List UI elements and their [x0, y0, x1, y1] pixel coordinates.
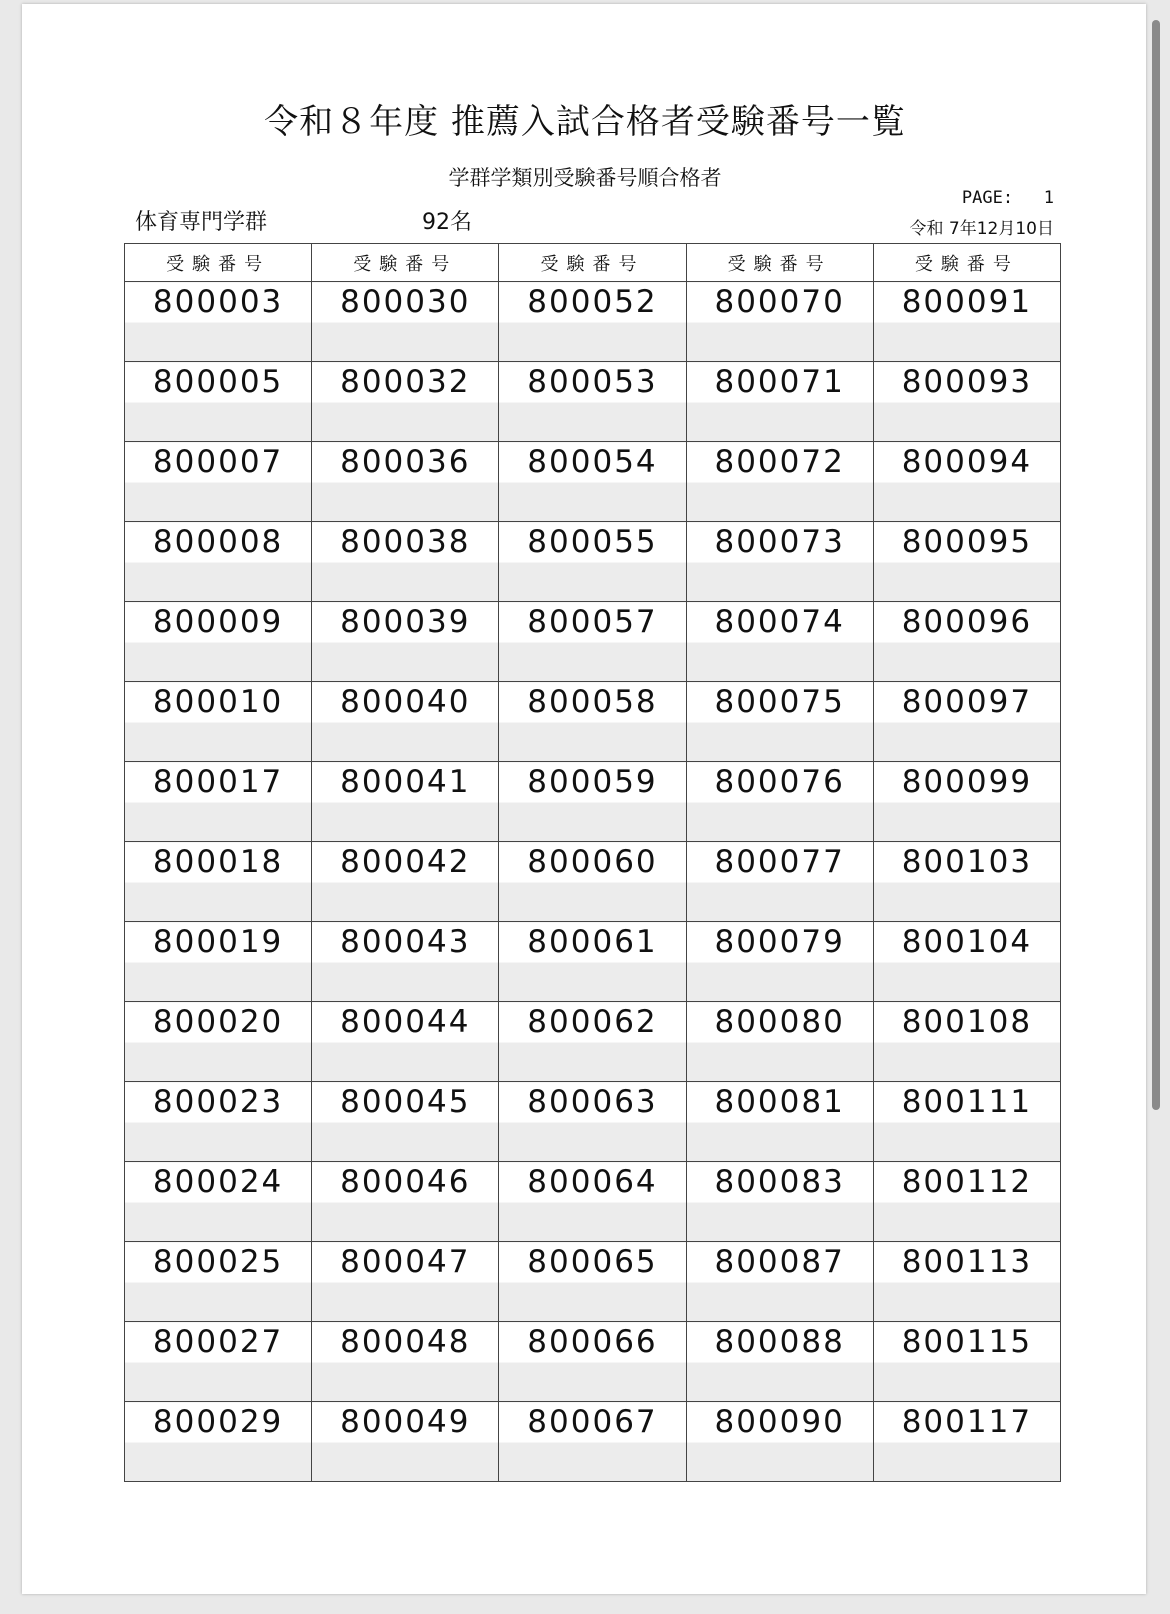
exam-number: 800032 — [340, 364, 471, 400]
exam-number: 800072 — [714, 444, 845, 480]
exam-number: 800067 — [527, 1404, 658, 1440]
exam-number: 800040 — [340, 684, 471, 720]
exam-number: 800117 — [901, 1404, 1033, 1440]
table-cell — [499, 1402, 686, 1482]
exam-number: 800047 — [340, 1244, 471, 1280]
exam-number: 800005 — [152, 364, 284, 400]
results-table — [124, 243, 1061, 1482]
table-row — [125, 1082, 1061, 1162]
exam-number: 800057 — [527, 604, 658, 640]
exam-number: 800113 — [901, 1244, 1033, 1280]
exam-number: 800039 — [340, 604, 471, 640]
exam-number: 800048 — [340, 1324, 471, 1360]
exam-number: 800091 — [901, 284, 1033, 320]
table-cell — [686, 522, 873, 602]
table-cell — [686, 362, 873, 442]
table-cell — [312, 1322, 499, 1402]
table-cell — [125, 1082, 312, 1162]
table-cell — [312, 442, 499, 522]
table-cell — [499, 602, 686, 682]
table-cell — [499, 522, 686, 602]
table-cell — [873, 922, 1060, 1002]
exam-number: 800087 — [714, 1244, 845, 1280]
column-header: 受験番号 — [312, 244, 499, 282]
table-cell — [125, 282, 312, 362]
table-cell — [873, 602, 1060, 682]
table-cell — [686, 1402, 873, 1482]
table-cell — [499, 1082, 686, 1162]
table-cell — [686, 442, 873, 522]
column-header: 受験番号 — [499, 244, 686, 282]
table-cell — [686, 602, 873, 682]
table-cell — [873, 522, 1060, 602]
table-cell — [873, 1002, 1060, 1082]
table-row — [125, 922, 1061, 1002]
exam-number: 800074 — [714, 604, 845, 640]
exam-number: 800010 — [152, 684, 284, 720]
table-cell — [125, 1002, 312, 1082]
exam-number: 800081 — [714, 1084, 845, 1120]
exam-number: 800027 — [152, 1324, 284, 1360]
exam-number: 800115 — [901, 1324, 1033, 1360]
table-cell — [125, 922, 312, 1002]
table-cell — [873, 1322, 1060, 1402]
table-row — [125, 1242, 1061, 1322]
table-row — [125, 602, 1061, 682]
table-cell — [686, 1002, 873, 1082]
table-cell — [125, 602, 312, 682]
table-cell — [873, 442, 1060, 522]
table-row — [125, 442, 1061, 522]
table-cell — [125, 1402, 312, 1482]
table-cell — [873, 1402, 1060, 1482]
exam-number: 800043 — [340, 924, 471, 960]
exam-number: 800023 — [152, 1084, 284, 1120]
table-cell — [873, 842, 1060, 922]
table-cell — [499, 842, 686, 922]
table-cell — [125, 1162, 312, 1242]
table-cell — [686, 1082, 873, 1162]
document-title: 令和８年度 推薦入試合格者受験番号一覧 — [264, 102, 906, 142]
exam-number: 800044 — [340, 1004, 471, 1040]
table-cell — [499, 682, 686, 762]
exam-number: 800054 — [527, 444, 658, 480]
exam-number: 800070 — [714, 284, 845, 320]
table-cell — [686, 842, 873, 922]
table-cell — [312, 1082, 499, 1162]
table-cell — [125, 682, 312, 762]
exam-number: 800045 — [340, 1084, 471, 1120]
table-cell — [312, 1002, 499, 1082]
column-header: 受験番号 — [873, 244, 1060, 282]
table-cell — [686, 762, 873, 842]
table-cell — [312, 1402, 499, 1482]
exam-number: 800053 — [527, 364, 658, 400]
table-row — [125, 522, 1061, 602]
table-cell — [873, 1242, 1060, 1322]
table-cell — [312, 362, 499, 442]
department-name: 体育専門学群 — [135, 210, 268, 235]
table-cell — [125, 1242, 312, 1322]
table-cell — [499, 282, 686, 362]
table-cell — [873, 762, 1060, 842]
exam-number: 800018 — [152, 844, 284, 880]
exam-number: 800003 — [152, 284, 284, 320]
table-cell — [125, 362, 312, 442]
exam-number: 800075 — [714, 684, 845, 720]
table-cell — [125, 1322, 312, 1402]
table-cell — [312, 842, 499, 922]
exam-number: 800093 — [901, 364, 1033, 400]
exam-number: 800052 — [527, 284, 658, 320]
exam-number: 800055 — [527, 524, 658, 560]
exam-number: 800097 — [901, 684, 1033, 720]
exam-number: 800046 — [340, 1164, 471, 1200]
exam-number: 800025 — [152, 1244, 284, 1280]
table-cell — [125, 762, 312, 842]
table-cell — [312, 922, 499, 1002]
table-cell — [499, 1002, 686, 1082]
page-number: PAGE: 1 — [961, 188, 1054, 208]
table-cell — [312, 282, 499, 362]
exam-number: 800036 — [340, 444, 471, 480]
exam-number: 800017 — [152, 764, 284, 800]
exam-number: 800042 — [340, 844, 471, 880]
table-cell — [312, 602, 499, 682]
exam-number: 800060 — [527, 844, 658, 880]
exam-number: 800008 — [152, 524, 284, 560]
column-header: 受験番号 — [125, 244, 312, 282]
table-cell — [686, 1322, 873, 1402]
table-cell — [873, 282, 1060, 362]
table-cell — [125, 522, 312, 602]
table-cell — [312, 1242, 499, 1322]
exam-number: 800062 — [527, 1004, 658, 1040]
table-cell — [499, 922, 686, 1002]
exam-number: 800096 — [901, 604, 1033, 640]
table-cell — [312, 522, 499, 602]
table-row — [125, 1002, 1061, 1082]
table-cell — [686, 682, 873, 762]
exam-number: 800080 — [714, 1004, 845, 1040]
table-cell — [686, 922, 873, 1002]
exam-number: 800007 — [152, 444, 284, 480]
exam-number: 800061 — [527, 924, 658, 960]
exam-number: 800079 — [714, 924, 845, 960]
table-cell — [499, 362, 686, 442]
table-cell — [686, 282, 873, 362]
table-cell — [873, 1082, 1060, 1162]
passer-count: 92名 — [422, 210, 472, 235]
exam-number: 800066 — [527, 1324, 658, 1360]
column-header: 受験番号 — [686, 244, 873, 282]
exam-number: 800030 — [340, 284, 471, 320]
exam-number: 800049 — [340, 1404, 471, 1440]
table-cell — [312, 762, 499, 842]
exam-number: 800024 — [152, 1164, 284, 1200]
table-cell — [312, 682, 499, 762]
table-cell — [312, 1162, 499, 1242]
exam-number: 800099 — [901, 764, 1033, 800]
exam-number: 800009 — [152, 604, 284, 640]
exam-number: 800088 — [714, 1324, 845, 1360]
table-cell — [125, 442, 312, 522]
issue-date: 令和 7年12月10日 — [909, 219, 1054, 239]
table-cell — [499, 1162, 686, 1242]
table-header-row — [125, 244, 1061, 282]
exam-number: 800019 — [152, 924, 284, 960]
exam-number: 800073 — [714, 524, 845, 560]
table-cell — [873, 1162, 1060, 1242]
exam-number: 800108 — [901, 1004, 1033, 1040]
exam-number: 800041 — [340, 764, 471, 800]
table-row — [125, 1402, 1061, 1482]
exam-number: 800064 — [527, 1164, 658, 1200]
table-cell — [873, 682, 1060, 762]
exam-number: 800059 — [527, 764, 658, 800]
exam-number: 800076 — [714, 764, 845, 800]
table-row — [125, 682, 1061, 762]
table-cell — [686, 1242, 873, 1322]
table-row — [125, 1322, 1061, 1402]
exam-number: 800038 — [340, 524, 471, 560]
table-row — [125, 1162, 1061, 1242]
table-row — [125, 842, 1061, 922]
exam-number: 800029 — [152, 1404, 284, 1440]
table-cell — [499, 762, 686, 842]
exam-number: 800065 — [527, 1244, 658, 1280]
exam-number: 800111 — [901, 1084, 1033, 1120]
table-cell — [873, 362, 1060, 442]
exam-number: 800104 — [901, 924, 1033, 960]
exam-number: 800095 — [901, 524, 1033, 560]
exam-number: 800077 — [714, 844, 845, 880]
exam-number: 800071 — [714, 364, 845, 400]
document-subtitle: 学群学類別受験番号順合格者 — [448, 166, 722, 190]
table-row — [125, 362, 1061, 442]
table-cell — [125, 842, 312, 922]
table-cell — [499, 442, 686, 522]
exam-number: 800112 — [901, 1164, 1033, 1200]
exam-number: 800083 — [714, 1164, 845, 1200]
exam-number: 800020 — [152, 1004, 284, 1040]
exam-number: 800090 — [714, 1404, 845, 1440]
table-cell — [686, 1162, 873, 1242]
exam-number: 800103 — [901, 844, 1033, 880]
table-row — [125, 282, 1061, 362]
table-row — [125, 762, 1061, 842]
exam-number: 800058 — [527, 684, 658, 720]
table-cell — [499, 1242, 686, 1322]
exam-number: 800094 — [901, 444, 1033, 480]
exam-number: 800063 — [527, 1084, 658, 1120]
table-cell — [499, 1322, 686, 1402]
